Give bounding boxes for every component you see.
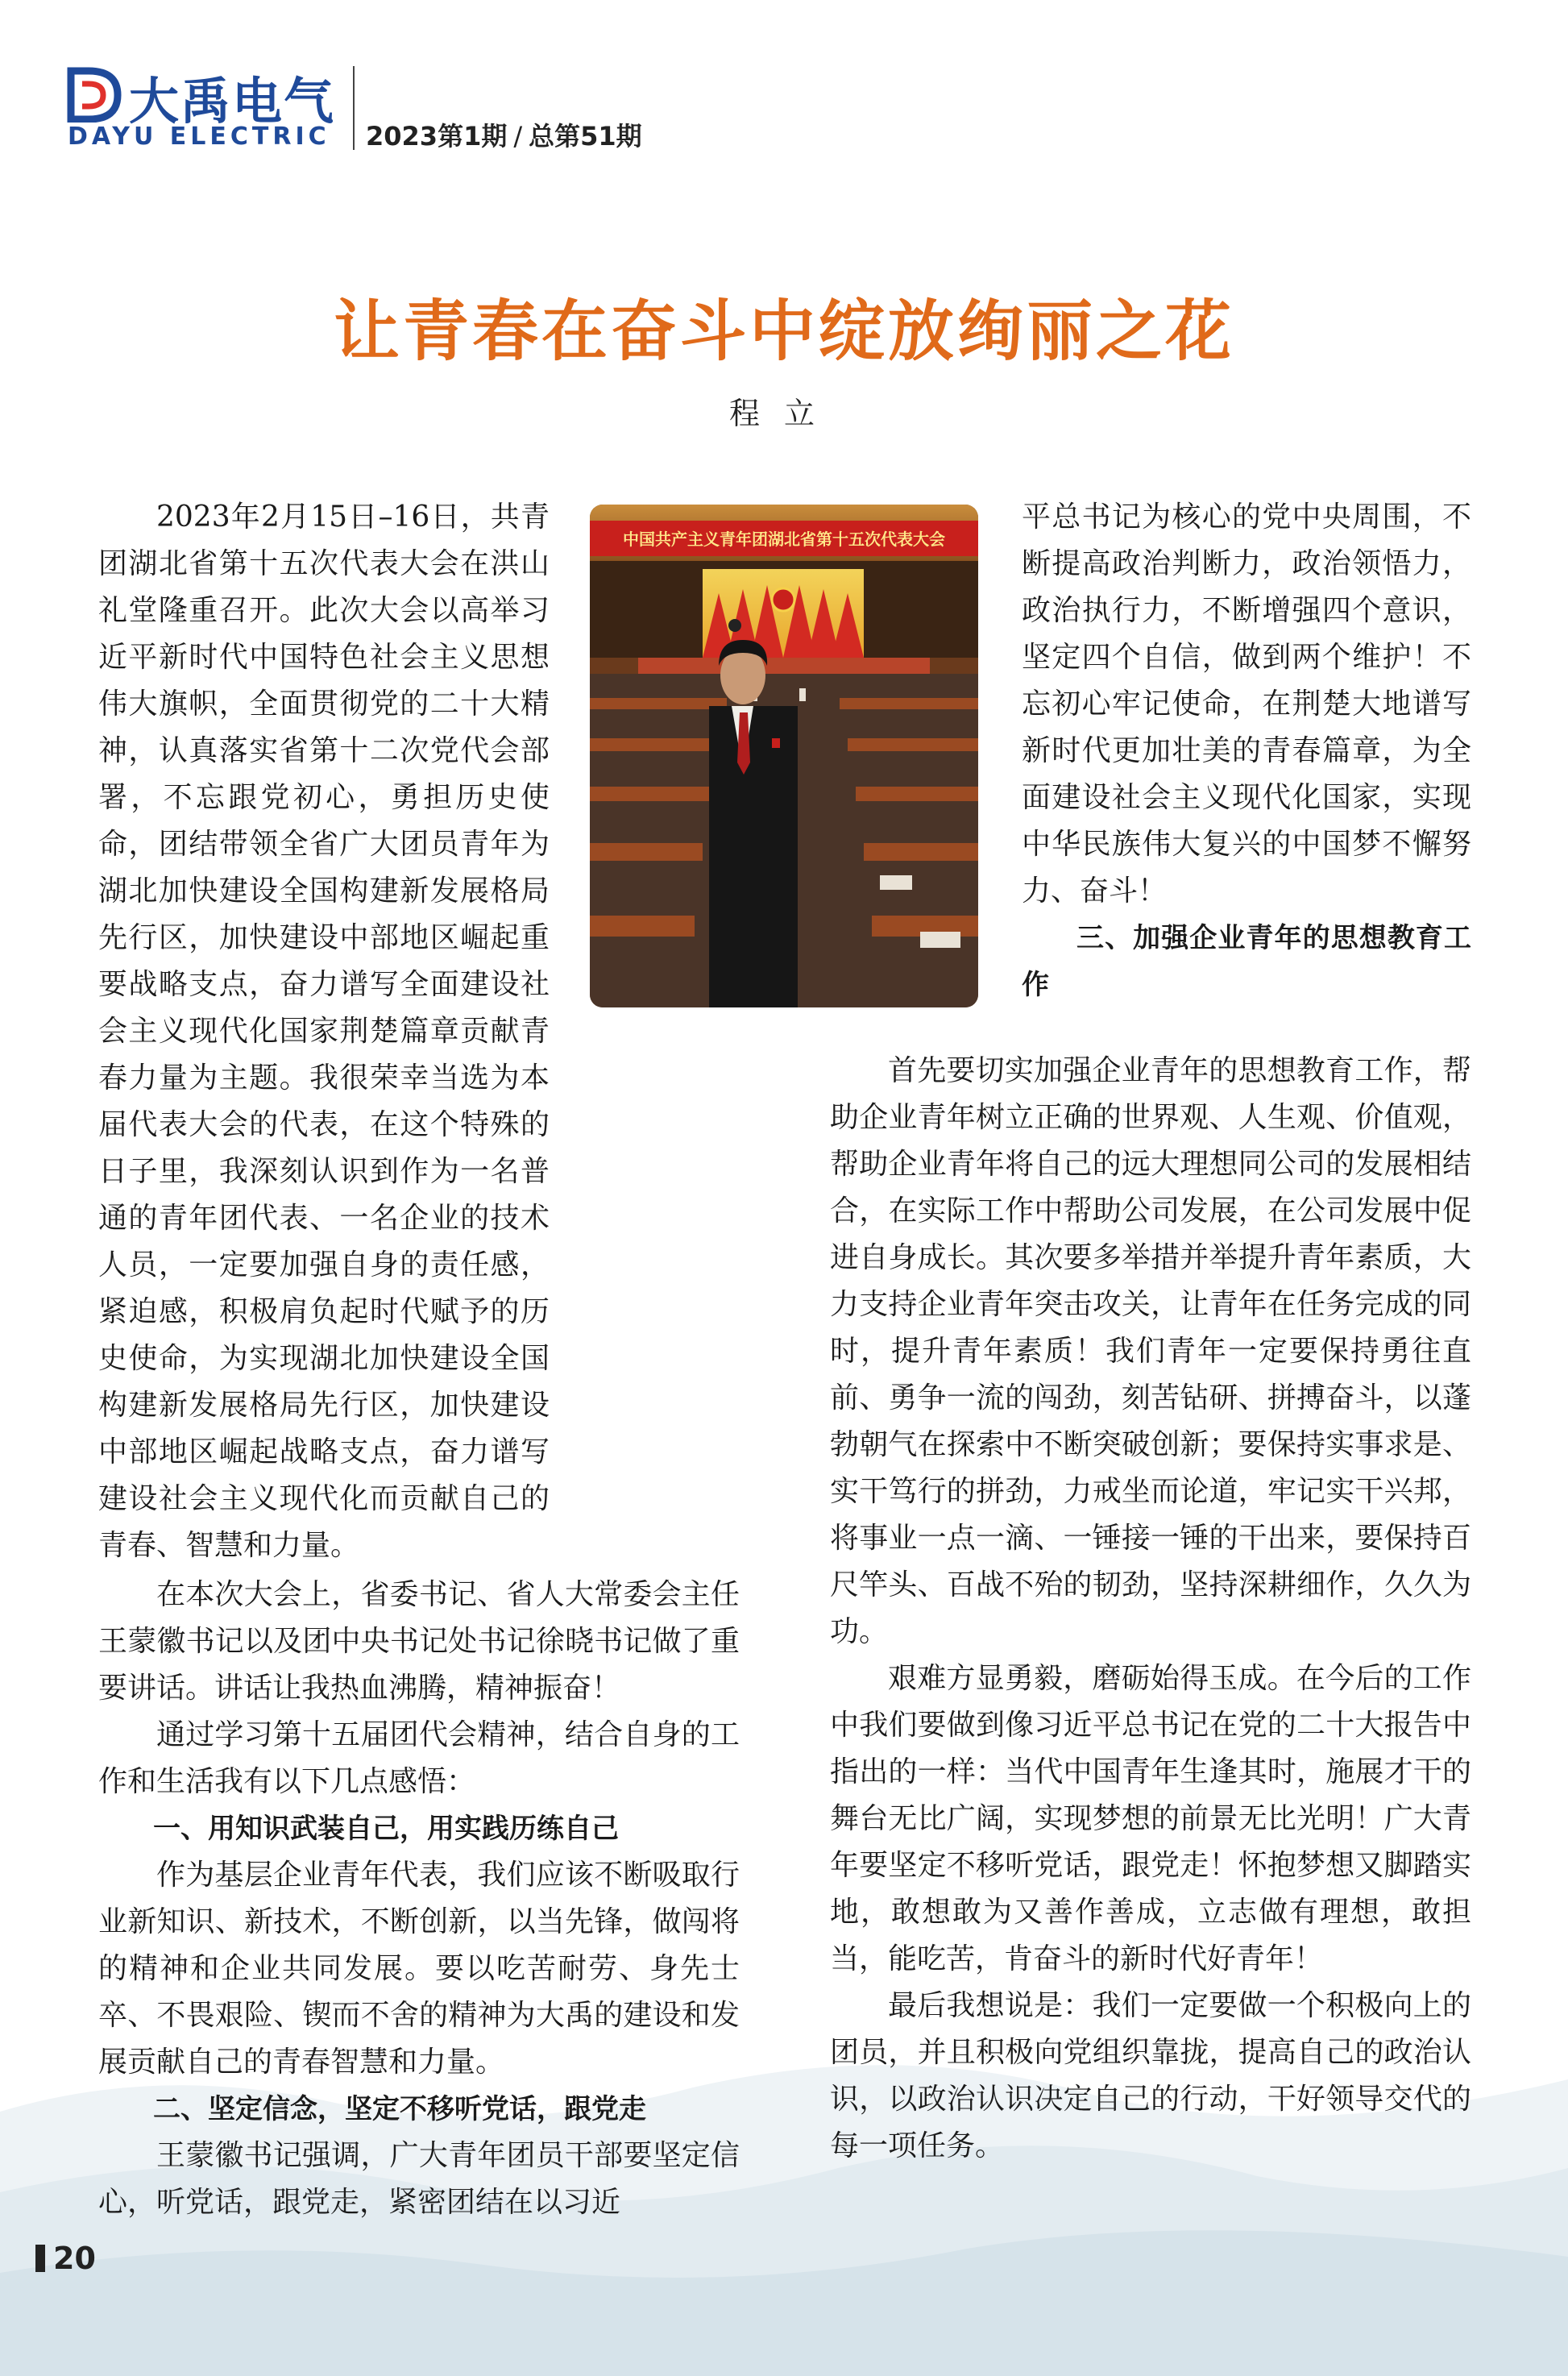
brand-logo [64, 66, 346, 150]
issue-info [366, 116, 642, 153]
heading-1: 一、用知识武装自己，用实践历练自己 [153, 1813, 619, 1845]
issue-separator: / [513, 121, 523, 152]
paragraph-1: 2023年2月15日–16日，共青团湖北省第十五次代表大会在洪山礼堂隆重召开。此次大会以高举习近平新时代中国特色社会主义思想伟大旗帜，全面贯彻党的二十大精神，认真落实省第十二次党代会部署，不忘跟党初心，勇担历史使命，团结带领全省广大团员青年为湖北加快建设全国构建新发展格局先行区，加快建设中部地区崛起重要战略支点，奋力谱写全面建设社会主义现代化国家荆楚篇章贡献青春力量为主题。我很荣幸当选为本届代表大会的代表，在这个特殊的日子里，我深刻认识到作为一名普通的青年团代表、一名企业的技术人员，一定要加强自身的责任感，紧迫感，积极肩负起时代赋予的历史使命，为实现湖北加快建设全国构建新发展格局先行区，加快建设中部地区崛起战略支点，奋力谱写建设社会主义现代化而贡献自己的青春、智慧和力量。 [98, 501, 550, 1562]
heading-3: 三、加强企业青年的思想教育工作 [1022, 922, 1471, 1001]
page-number-bar [35, 2245, 45, 2272]
paragraph-3: 通过学习第十五届团代会精神，结合自身的工作和生活我有以下几点感悟： [98, 1718, 740, 1798]
paragraph-r4: 最后我想说是：我们一定要做一个积极向上的团员，并且积极向党组织靠拢，提高自己的政治认识，以政治认识决定自己的行动，干好领导交代的每一项任务。 [830, 1989, 1471, 2162]
right-column-full [830, 1048, 1471, 2170]
logo-chinese-text: 大禹电气 [129, 72, 336, 131]
header-divider [353, 66, 355, 150]
issue-number: 2023第1期 [366, 121, 508, 152]
conference-photo-icon [590, 505, 978, 1007]
logo-english-text: DAYU ELECTRIC [68, 123, 330, 151]
article-title: 让青春在奋斗中绽放绚丽之花 [333, 293, 1234, 370]
left-column-full [98, 1572, 740, 2226]
paragraph-r1: 平总书记为核心的党中央周围，不断提高政治判断力，政治领悟力，政治执行力，不断增强四个意识，坚定四个自信，做到两个维护！不忘初心牢记使命，在荆楚大地谱写新时代更加壮美的青春篇章，为全面建设社会主义现代化国家，实现中华民族伟大复兴的中国梦不懈努力、奋斗！ [1022, 501, 1471, 908]
conference-photo [590, 505, 978, 1007]
heading-2: 二、坚定信念，坚定不移听党话，跟党走 [153, 2093, 646, 2125]
dayu-logo-icon [64, 66, 122, 123]
right-column-narrow [1022, 494, 1471, 1008]
page-number [35, 2241, 96, 2276]
issue-total: 总第51期 [529, 121, 642, 152]
photo-banner-text: 中国共产主义青年团湖北省第十五次代表大会 [623, 530, 945, 549]
paragraph-5: 王蒙徽书记强调，广大青年团员干部要坚定信心，听党话，跟党走，紧密团结在以习近 [98, 2139, 740, 2219]
paragraph-2: 在本次大会上，省委书记、省人大常委会主任王蒙徽书记以及团中央书记处书记徐晓书记做了重要讲话。讲话让我热血沸腾，精神振奋！ [98, 1578, 740, 1705]
page-number-text: 20 [53, 2241, 96, 2276]
article-author: 程立 [728, 396, 839, 431]
left-column-narrow [98, 494, 550, 1569]
paragraph-r3: 艰难方显勇毅，磨砺始得玉成。在今后的工作中我们要做到像习近平总书记在党的二十大报告中指出的一样：当代中国青年生逢其时，施展才干的舞台无比广阔，实现梦想的前景无比光明！广大青年要坚定不移听党话，跟党走！怀抱梦想又脚踏实地，敢想敢为又善作善成，立志做有理想，敢担当，能吃苦，肯奋斗的新时代好青年！ [830, 1662, 1471, 1975]
paragraph-4: 作为基层企业青年代表，我们应该不断吸取行业新知识、新技术，不断创新，以当先锋，做闯将的精神和企业共同发展。要以吃苦耐劳、身先士卒、不畏艰险、锲而不舍的精神为大禹的建设和发展贡献自己的青春智慧和力量。 [98, 1859, 740, 2079]
paragraph-r2: 首先要切实加强企业青年的思想教育工作，帮助企业青年树立正确的世界观、人生观、价值观，帮助企业青年将自己的远大理想同公司的发展相结合，在实际工作中帮助公司发展，在公司发展中促进自身成长。其次要多举措并举提升青年素质，大力支持企业青年突击攻关，让青年在任务完成的同时，提升青年素质！我们青年一定要保持勇往直前、勇争一流的闯劲，刻苦钻研、拼搏奋斗，以蓬勃朝气在探索中不断突破创新；要保持实事求是、实干笃行的拼劲，力戒坐而论道，牢记实干兴邦，将事业一点一滴、一锤接一锤的干出来，要保持百尺竿头、百战不殆的韧劲，坚持深耕细作，久久为功。 [830, 1054, 1471, 1648]
